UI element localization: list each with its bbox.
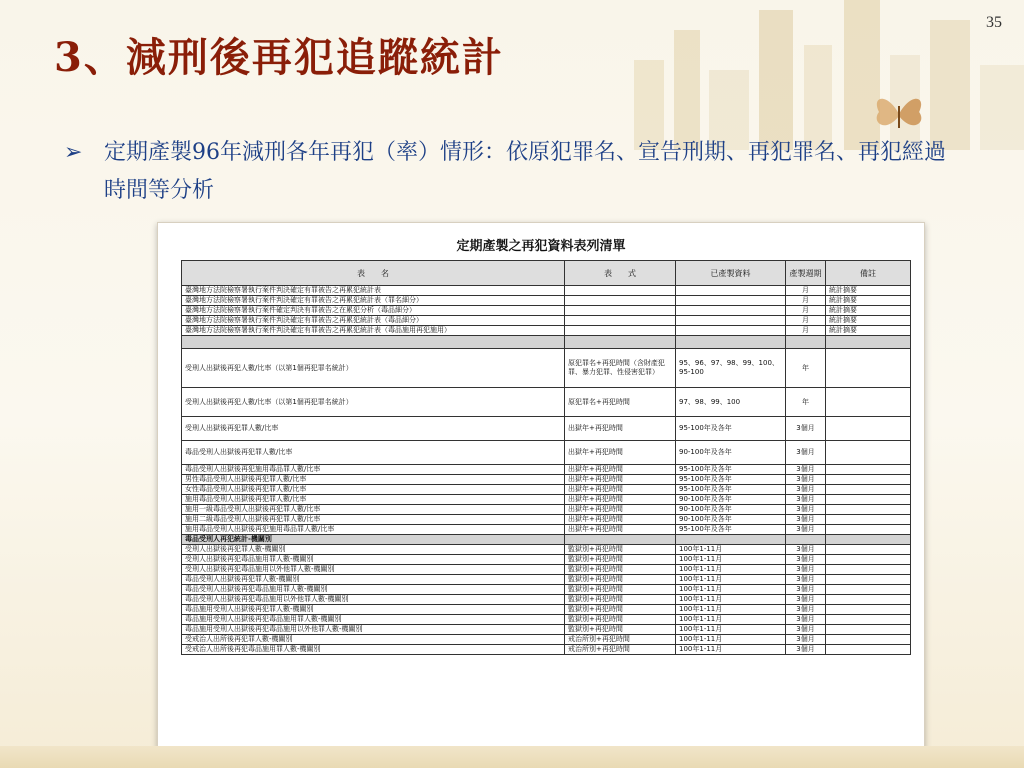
slide-title: 3、減刑後再犯追蹤統計 (54, 34, 504, 81)
table-row (182, 565, 911, 575)
table-cell: 95-100年及各年 (676, 417, 786, 441)
table-cell: 3個月 (786, 465, 826, 475)
table-cell: 90-100年及各年 (676, 441, 786, 465)
table-cell: 出獄年+再犯時間 (565, 515, 676, 525)
table-cell (826, 485, 911, 495)
table-cell: 3個月 (786, 565, 826, 575)
table-cell: 受刑人出獄後再犯毒品施用罪人數-機關別 (182, 555, 565, 565)
table-row (182, 605, 911, 615)
table-cell: 月 (786, 306, 826, 316)
table-cell: 統計摘要 (826, 316, 911, 326)
table-cell: 施用二級毒品受刑人出獄後再犯罪人數/比率 (182, 515, 565, 525)
table-cell: 3個月 (786, 605, 826, 615)
table-cell (826, 388, 911, 417)
table-cell: 出獄年+再犯時間 (565, 525, 676, 535)
table-cell: 3個月 (786, 635, 826, 645)
table-cell (826, 525, 911, 535)
slide-number: 35 (986, 14, 1002, 31)
arrow-bullet-icon: ➢ (64, 140, 83, 165)
table-cell: 90-100年及各年 (676, 505, 786, 515)
bullet-text: 定期產製96年減刑各年再犯（率）情形：依原犯罪名、宣告刑期、再犯罪名、再犯經過時間等分析 (104, 140, 946, 203)
column-header: 備註 (826, 261, 911, 286)
table-cell (826, 515, 911, 525)
table-row (182, 465, 911, 475)
table-cell: 出獄年+再犯時間 (565, 417, 676, 441)
table-cell: 出獄年+再犯時間 (565, 485, 676, 495)
table-cell: 施用毒品受刑人出獄後再犯施用毒品罪人數/比率 (182, 525, 565, 535)
table-cell: 毒品施用受刑人出獄後再犯罪人數-機關別 (182, 605, 565, 615)
table-row (182, 475, 911, 485)
table-cell: 受刑人出獄後再犯毒品施用以外他罪人數-機關別 (182, 565, 565, 575)
table-cell: 施用一級毒品受刑人出獄後再犯罪人數/比率 (182, 505, 565, 515)
section-row (182, 535, 911, 545)
table-row (182, 388, 911, 417)
table-row (182, 525, 911, 535)
table-cell: 3個月 (786, 615, 826, 625)
table-cell (786, 336, 826, 349)
table-cell (826, 475, 911, 485)
table-cell (676, 326, 786, 336)
table-cell: 毒品受刑人出獄後再犯施用毒品罪人數/比率 (182, 465, 565, 475)
table-cell: 統計摘要 (826, 296, 911, 306)
table-cell: 100年1-11月 (676, 575, 786, 585)
table-cell: 3個月 (786, 555, 826, 565)
table-cell: 女性毒品受刑人出獄後再犯罪人數/比率 (182, 485, 565, 495)
table-row (182, 296, 911, 306)
table-row (182, 441, 911, 465)
table-cell: 毒品受刑人出獄後再犯毒品施用罪人數-機關別 (182, 585, 565, 595)
table-row (182, 417, 911, 441)
table-cell (826, 535, 911, 545)
table-cell: 3個月 (786, 585, 826, 595)
table-cell (826, 417, 911, 441)
table-cell: 月 (786, 296, 826, 306)
table-cell: 3個月 (786, 485, 826, 495)
table-cell: 100年1-11月 (676, 585, 786, 595)
table-cell: 95-100年及各年 (676, 485, 786, 495)
table-cell: 100年1-11月 (676, 625, 786, 635)
table-cell: 出獄年+再犯時間 (565, 465, 676, 475)
section-label: 毒品受刑人再犯統計-機關別 (182, 535, 565, 545)
table-row (182, 645, 911, 655)
butterfly-icon (869, 88, 929, 140)
table-cell: 監獄別+再犯時間 (565, 605, 676, 615)
table-cell: 出獄年+再犯時間 (565, 505, 676, 515)
table-cell: 臺灣地方法院檢察署執行案件判決確定有罪被告之再累犯統計表（罪名細分） (182, 296, 565, 306)
table-cell (826, 615, 911, 625)
table-cell: 毒品受刑人出獄後再犯罪人數-機關別 (182, 575, 565, 585)
table-cell: 男性毒品受刑人出獄後再犯罪人數/比率 (182, 475, 565, 485)
table-row (182, 545, 911, 555)
table-row (182, 286, 911, 296)
table-cell: 監獄別+再犯時間 (565, 625, 676, 635)
table-cell: 受刑人出獄後再犯罪人數-機關別 (182, 545, 565, 555)
table-cell: 年 (786, 388, 826, 417)
table-cell: 3個月 (786, 545, 826, 555)
table-cell: 100年1-11月 (676, 645, 786, 655)
table-cell: 100年1-11月 (676, 565, 786, 575)
table-cell: 受戒治人出所後再犯罪人數-機關別 (182, 635, 565, 645)
table-row (182, 595, 911, 605)
table-cell (826, 595, 911, 605)
table-cell: 受刑人出獄後再犯罪人數/比率 (182, 417, 565, 441)
table-cell (676, 306, 786, 316)
table-cell: 100年1-11月 (676, 635, 786, 645)
table-cell: 臺灣地方法院檢察署執行案件確定判決有罪被告之在累犯分析（毒品細分） (182, 306, 565, 316)
table-cell: 90-100年及各年 (676, 495, 786, 505)
table-cell: 3個月 (786, 575, 826, 585)
table-cell: 出獄年+再犯時間 (565, 495, 676, 505)
table-cell: 監獄別+再犯時間 (565, 575, 676, 585)
table-cell: 臺灣地方法院檢察署執行案件判決確定有罪被告之再累犯統計表（毒品施用再犯施用） (182, 326, 565, 336)
table-cell: 3個月 (786, 625, 826, 635)
table-cell (565, 316, 676, 326)
table-cell: 毒品施用受刑人出獄後再犯毒品施用以外他罪人數-機關別 (182, 625, 565, 635)
table-cell: 100年1-11月 (676, 605, 786, 615)
table-row (182, 615, 911, 625)
table-cell: 年 (786, 349, 826, 388)
table-cell: 統計摘要 (826, 286, 911, 296)
table-cell: 監獄別+再犯時間 (565, 565, 676, 575)
table-row (182, 326, 911, 336)
table-cell: 戒治所別+再犯時間 (565, 645, 676, 655)
table-cell: 受戒治人出所後再犯毒品施用罪人數-機關別 (182, 645, 565, 655)
table-cell (676, 336, 786, 349)
table-row (182, 555, 911, 565)
table-cell: 原犯罪名+再犯時間 (565, 388, 676, 417)
table-row (182, 306, 911, 316)
table-cell: 100年1-11月 (676, 555, 786, 565)
table-cell (826, 585, 911, 595)
table-cell: 月 (786, 316, 826, 326)
bullet-point (64, 134, 964, 210)
table-cell (565, 296, 676, 306)
table-cell (826, 495, 911, 505)
table-header-row (182, 261, 911, 286)
table-cell (565, 286, 676, 296)
table-row (182, 485, 911, 495)
table-cell (565, 326, 676, 336)
table-row (182, 625, 911, 635)
table-cell: 3個月 (786, 505, 826, 515)
table-cell (826, 625, 911, 635)
table-cell: 毒品施用受刑人出獄後再犯毒品施用罪人數-機關別 (182, 615, 565, 625)
table-cell (676, 286, 786, 296)
table-cell: 施用毒品受刑人出獄後再犯罪人數/比率 (182, 495, 565, 505)
column-header: 表 名 (182, 261, 565, 286)
table-cell (826, 575, 911, 585)
table-cell: 監獄別+再犯時間 (565, 545, 676, 555)
column-header: 表 式 (565, 261, 676, 286)
table-cell (676, 316, 786, 326)
table-cell: 3個月 (786, 417, 826, 441)
report-title: 定期產製之再犯資料表列清單 (456, 239, 626, 254)
table-cell: 監獄別+再犯時間 (565, 615, 676, 625)
table-cell: 95-100年及各年 (676, 465, 786, 475)
city-skyline-background (594, 0, 1024, 150)
table-cell: 95-100年及各年 (676, 475, 786, 485)
table-cell (676, 535, 786, 545)
table-cell: 90-100年及各年 (676, 515, 786, 525)
table-cell: 毒品受刑人出獄後再犯毒品施用以外他罪人數-機關別 (182, 595, 565, 605)
table-cell: 97、98、99、100 (676, 388, 786, 417)
table-cell (826, 349, 911, 388)
table-row (182, 575, 911, 585)
table-cell: 出獄年+再犯時間 (565, 475, 676, 485)
table-cell: 原犯罪名+再犯時間（含財產犯罪、暴力犯罪、性侵害犯罪） (565, 349, 676, 388)
table-row (182, 349, 911, 388)
table-cell: 月 (786, 326, 826, 336)
table-cell: 統計摘要 (826, 306, 911, 316)
table-cell (826, 465, 911, 475)
table-cell (826, 555, 911, 565)
table-cell (676, 296, 786, 306)
table-cell (826, 645, 911, 655)
table-cell: 3個月 (786, 495, 826, 505)
table-cell: 100年1-11月 (676, 595, 786, 605)
table-cell: 出獄年+再犯時間 (565, 441, 676, 465)
table-cell (826, 605, 911, 615)
report-image-frame (157, 222, 925, 750)
table-row (182, 585, 911, 595)
table-cell: 受刑人出獄後再犯人數/比率（以第1個再犯罪名統計） (182, 388, 565, 417)
table-cell: 95、96、97、98、99、100、95-100 (676, 349, 786, 388)
table-cell (826, 565, 911, 575)
table-cell: 100年1-11月 (676, 545, 786, 555)
table-row (182, 495, 911, 505)
table-cell (826, 441, 911, 465)
table-cell (826, 545, 911, 555)
table-cell: 100年1-11月 (676, 615, 786, 625)
table-cell: 3個月 (786, 475, 826, 485)
table-cell (182, 336, 565, 349)
separator-row (182, 336, 911, 349)
table-cell: 監獄別+再犯時間 (565, 555, 676, 565)
table-cell (826, 505, 911, 515)
table-cell: 月 (786, 286, 826, 296)
table-cell (826, 635, 911, 645)
table-row (182, 316, 911, 326)
table-cell: 3個月 (786, 595, 826, 605)
bottom-band (0, 746, 1024, 768)
table-cell: 統計摘要 (826, 326, 911, 336)
table-cell: 3個月 (786, 645, 826, 655)
table-cell: 臺灣地方法院檢察署執行案件判決確定有罪被告之再累犯統計表（毒品細分） (182, 316, 565, 326)
column-header: 已產製資料 (676, 261, 786, 286)
table-cell (565, 535, 676, 545)
table-cell: 毒品受刑人出獄後再犯罪人數/比率 (182, 441, 565, 465)
table-cell: 監獄別+再犯時間 (565, 585, 676, 595)
table-body (182, 286, 911, 655)
table-cell: 3個月 (786, 441, 826, 465)
table-cell (565, 336, 676, 349)
table-cell: 3個月 (786, 525, 826, 535)
table-cell: 戒治所別+再犯時間 (565, 635, 676, 645)
report-table (181, 260, 911, 655)
table-row (182, 505, 911, 515)
table-cell: 3個月 (786, 515, 826, 525)
table-row (182, 635, 911, 645)
column-header: 產製週期 (786, 261, 826, 286)
table-cell (565, 306, 676, 316)
table-cell: 監獄別+再犯時間 (565, 595, 676, 605)
table-cell (786, 535, 826, 545)
table-cell (826, 336, 911, 349)
table-cell: 95-100年及各年 (676, 525, 786, 535)
table-cell: 臺灣地方法院檢察署執行案件判決確定有罪被告之再累犯統計表 (182, 286, 565, 296)
table-cell: 受刑人出獄後再犯人數/比率（以第1個再犯罪名統計） (182, 349, 565, 388)
table-row (182, 515, 911, 525)
